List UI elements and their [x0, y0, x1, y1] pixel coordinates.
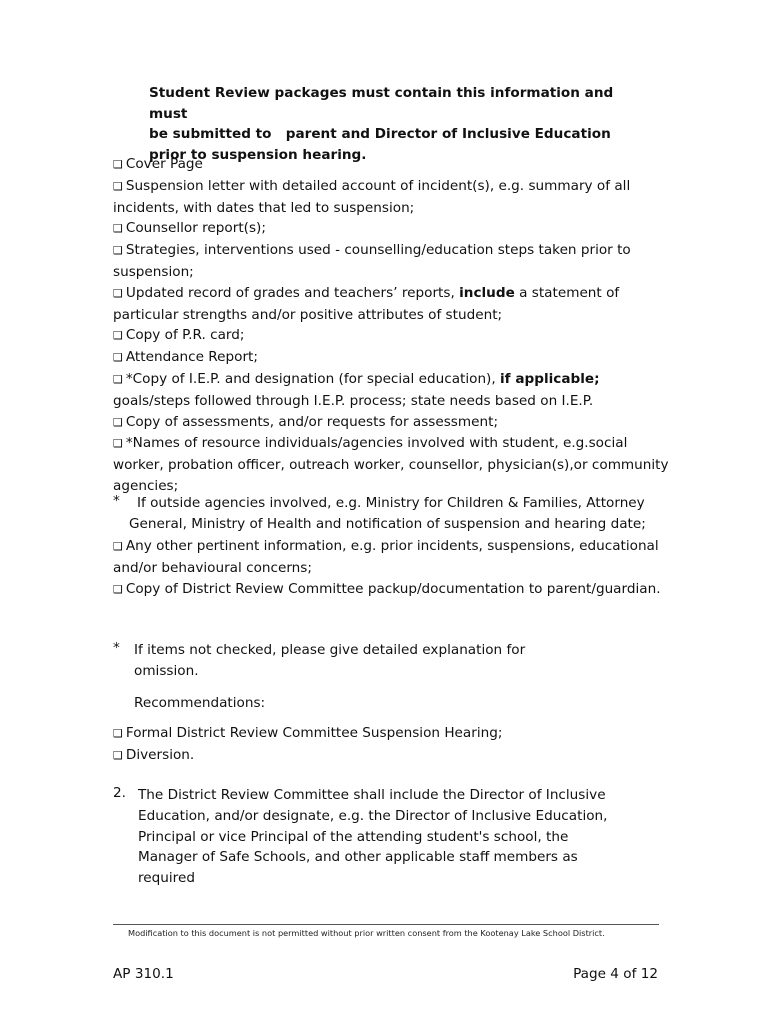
checklist-item-pr-card: ❑ Copy of P.R. card; — [113, 325, 673, 347]
footnote-divider — [113, 924, 659, 925]
checklist-item-cover: ❑ Cover Page — [113, 154, 673, 176]
checklist-item-iep: ❑ *Copy of I.E.P. and designation (for special education), if applicable; goals/steps followed through I.E.P. process; state needs based on I.E.P. — [113, 369, 673, 412]
asterisk-marker: * — [113, 493, 120, 509]
asterisk-marker: * — [113, 640, 120, 656]
footnote: Modification to this document is not permitted without prior written consent from the Kootenay Lake School District. — [128, 928, 605, 938]
checklist-item-attendance: ❑ Attendance Report; — [113, 347, 673, 369]
checklist-item-drc-packup: ❑ Copy of District Review Committee packup/documentation to parent/guardian. — [113, 579, 673, 601]
document-id: AP 310.1 — [113, 966, 174, 982]
checklist-item-other-info: ❑ Any other pertinent information, e.g. prior incidents, suspensions, educational and/or behavioural concerns; — [113, 536, 673, 579]
recommendations-title: Recommendations: — [134, 695, 266, 711]
checklist-item-suspension-letter: ❑ Suspension letter with detailed account of incident(s), e.g. summary of all incidents, with dates that led to suspension; — [113, 176, 673, 219]
checklist — [113, 154, 673, 497]
checklist-item-grades: ❑ Updated record of grades and teachers’ reports, include a statement of particular strengths and/or positive attributes of student; — [113, 283, 673, 326]
item-number: 2. — [113, 785, 126, 801]
heading-line-3: prior to suspension hearing. — [149, 146, 367, 163]
heading-line-1: Student Review packages must contain this information and must — [149, 85, 614, 122]
heading-line-2: be submitted to parent and Director of Inclusive Education — [149, 126, 611, 142]
checklist-item-counsellor-report: ❑ Counsellor report(s); — [113, 218, 673, 240]
checklist-continued — [113, 536, 673, 600]
recommendation-item: ❑ Formal District Review Committee Suspension Hearing; — [113, 723, 673, 745]
unchecked-items-note: If items not checked, please give detailed explanation for omission. — [134, 642, 526, 679]
outside-agencies-note: If outside agencies involved, e.g. Ministry for Children & Families, Attorney General, Ministry of Health and notification of suspension and hearing date; — [129, 495, 646, 532]
checklist-item-resources: ❑ *Names of resource individuals/agencies involved with student, e.g.social worker, probation officer, outreach worker, counsellor, physician(s),or community agencies; — [113, 433, 673, 496]
page-number: Page 4 of 12 — [573, 966, 658, 982]
checklist-item-strategies: ❑ Strategies, interventions used - counselling/education steps taken prior to suspension; — [113, 240, 673, 283]
committee-composition-text: The District Review Committee shall include the Director of Inclusive Education, and/or designate, e.g. the Director of Inclusive Education, Principal or vice Principal of the attending student's school, the Manager of Safe Schools, and other applicable staff members as required — [138, 787, 608, 887]
checklist-item-assessments: ❑ Copy of assessments, and/or requests for assessment; — [113, 412, 673, 434]
recommendations-list — [113, 723, 673, 767]
recommendation-item: ❑ Diversion. — [113, 745, 673, 767]
instructions-heading — [149, 83, 629, 165]
